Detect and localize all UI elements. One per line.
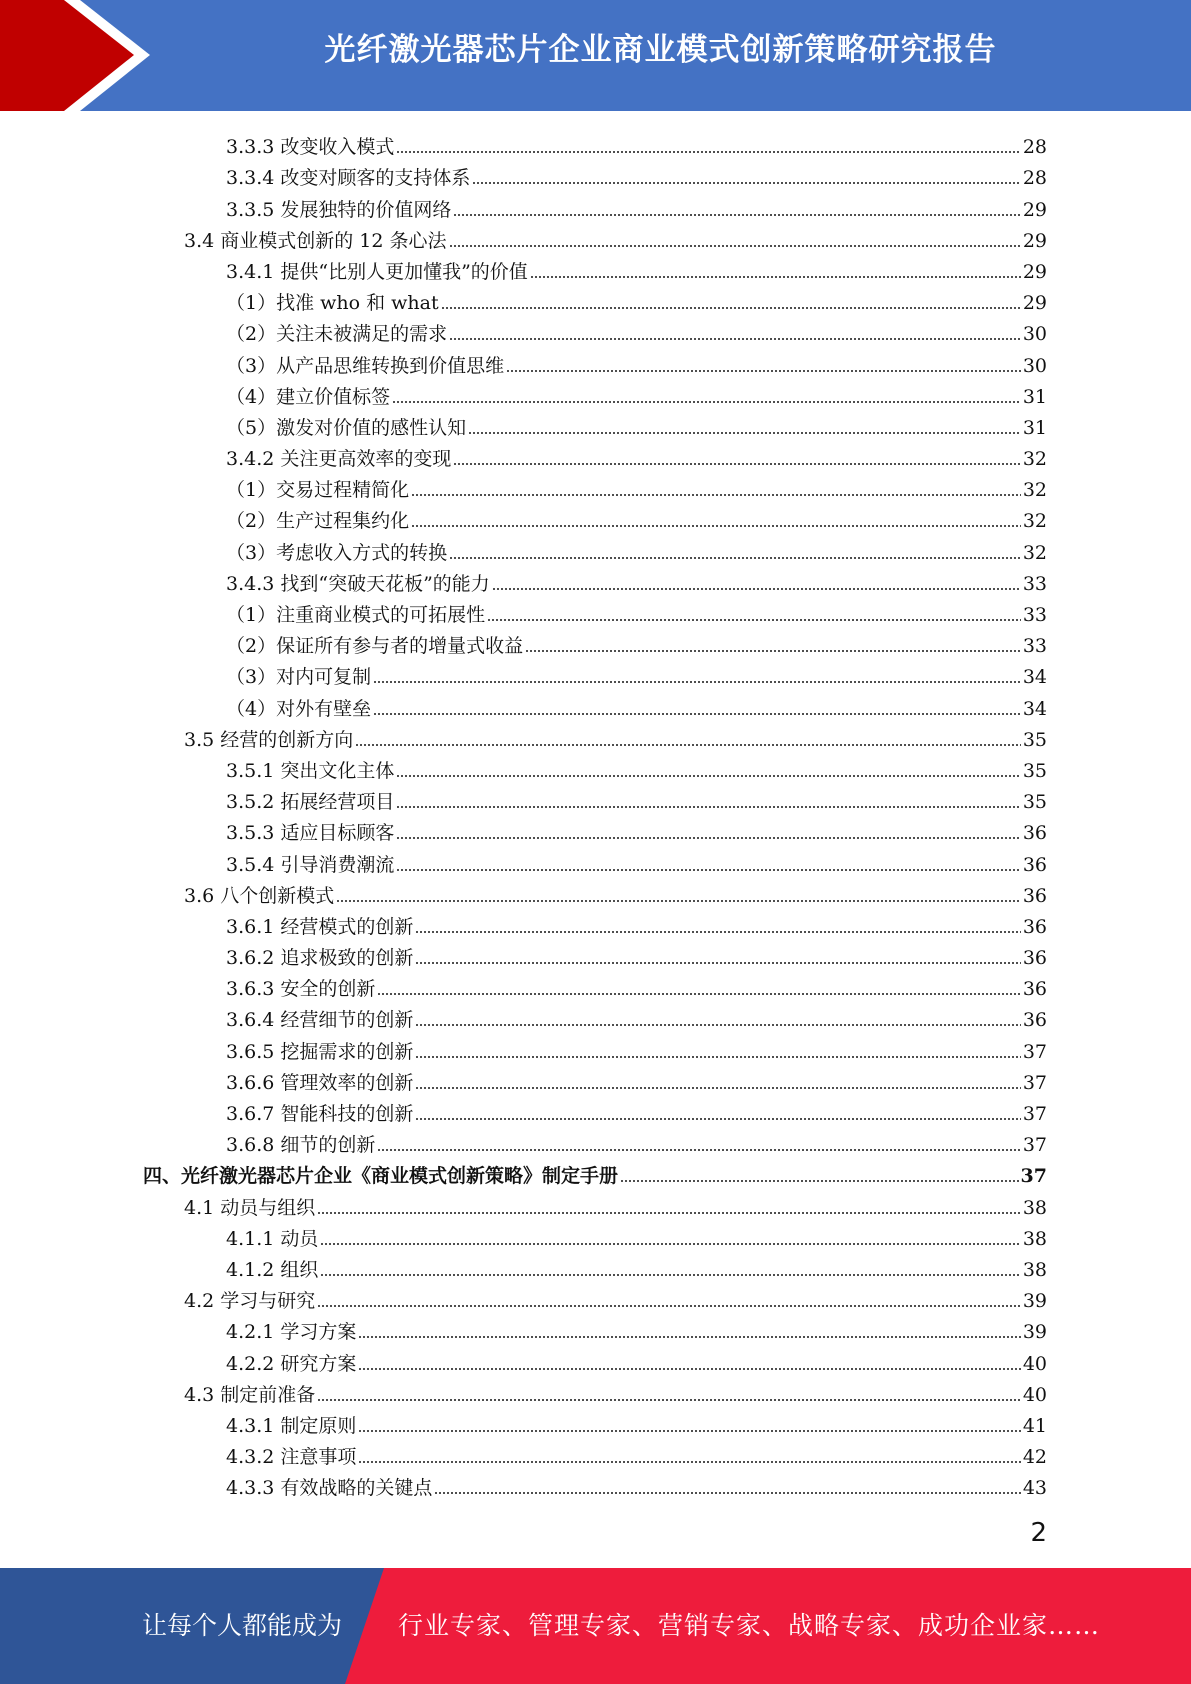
toc-entry-page: 36 [1022,947,1047,970]
toc-entry-label: （3）考虑收入方式的转换 [226,541,448,564]
toc-entry-label: 4.3 制定前准备 [184,1383,316,1406]
toc-entry-page: 29 [1022,260,1047,283]
toc-entry[interactable] [0,1031,1191,1062]
toc-entry[interactable] [0,657,1191,688]
toc-entry[interactable] [0,1000,1191,1031]
toc-entry[interactable] [0,408,1191,439]
toc-entry-page: 33 [1022,572,1047,595]
toc-entry[interactable] [0,127,1191,158]
toc-entry-page: 39 [1022,1321,1047,1344]
toc-entry-label: 4.2 学习与研究 [184,1290,316,1313]
toc-entry-page: 30 [1022,323,1047,346]
report-title: 光纤激光器芯片企业商业模式创新策略研究报告 [324,32,997,68]
toc-entry-label: 3.4 商业模式创新的 12 条心法 [184,229,447,252]
toc-entry-page: 29 [1022,229,1047,252]
toc-dot-leader [396,151,1020,153]
toc-entry-label: 4.2.2 研究方案 [226,1352,357,1375]
toc-entry-page: 34 [1022,697,1047,720]
toc-dot-leader [392,401,1021,403]
toc-entry[interactable] [0,314,1191,345]
toc-entry-label: 3.5.3 适应目标顾客 [226,822,395,845]
toc-dot-leader [355,744,1021,746]
toc-entry-page: 28 [1022,167,1047,190]
toc-entry-page: 38 [1022,1258,1047,1281]
toc-entry-page: 38 [1022,1196,1047,1219]
toc-entry-label: （3）从产品思维转换到价值思维 [226,354,505,377]
toc-entry-page: 31 [1022,385,1047,408]
toc-entry-page: 42 [1022,1446,1047,1469]
toc-entry[interactable] [0,283,1191,314]
header-arrow-decoration [0,0,160,111]
toc-dot-leader [449,245,1021,247]
toc-entry-label: 3.4.3 找到“突破天花板”的能力 [226,572,490,595]
toc-dot-leader [358,1368,1020,1370]
toc-dot-leader [320,1243,1020,1245]
toc-entry[interactable] [0,470,1191,501]
toc-dot-leader [434,1492,1020,1494]
toc-entry[interactable] [0,595,1191,626]
toc-entry[interactable] [0,1094,1191,1125]
toc-entry-label: 3.3.5 发展独特的价值网络 [226,198,452,221]
toc-entry[interactable] [0,938,1191,969]
toc-entry-page: 30 [1022,354,1047,377]
toc-dot-leader [506,370,1021,372]
toc-entry-label: 3.4.1 提供“比别人更加懂我”的价值 [226,260,528,283]
toc-entry-label: 3.5.4 引导消费潮流 [226,853,395,876]
toc-entry-page: 33 [1022,635,1047,658]
toc-dot-leader [415,1087,1020,1089]
toc-entry-label: 3.6.7 智能科技的创新 [226,1103,414,1125]
footer-slogan-right: 行业专家、管理专家、营销专家、战略专家、成功企业家…… [398,1611,1101,1640]
toc-dot-leader [525,650,1021,652]
toc-dot-leader [396,775,1020,777]
toc-entry[interactable] [0,1343,1191,1374]
toc-entry-label: （2）保证所有参与者的增量式收益 [226,635,524,658]
toc-entry-page: 40 [1022,1383,1047,1406]
toc-entry[interactable] [0,345,1191,376]
toc-entry-label: 4.3.3 有效战略的关键点 [226,1477,433,1500]
toc-entry-label: 3.6.2 追求极致的创新 [226,947,414,970]
toc-entry-label: 3.5.2 拓展经营项目 [226,791,395,814]
toc-dot-leader [449,557,1021,559]
toc-entry[interactable] [0,844,1191,875]
toc-entry-page: 37 [1020,1165,1047,1188]
toc-dot-leader [449,338,1021,340]
toc-dot-leader [487,619,1021,621]
toc-dot-leader [453,214,1020,216]
toc-entry-label: 3.6.5 挖掘需求的创新 [226,1040,414,1063]
toc-entry[interactable] [0,1312,1191,1343]
toc-entry-label: 3.5.1 突出文化主体 [226,759,395,782]
toc-entry-page: 33 [1022,604,1047,626]
toc-dot-leader [472,182,1020,184]
toc-entry-page: 35 [1022,728,1047,751]
toc-entry-page: 28 [1022,136,1047,159]
toc-entry-page: 43 [1022,1477,1047,1500]
page-number: 2 [1030,1518,1047,1548]
toc-entry-label: （2）生产过程集约化 [226,510,410,533]
toc-dot-leader [317,1399,1021,1401]
toc-entry-label: 四、光纤激光器芯片企业《商业模式创新策略》制定手册 [143,1165,619,1188]
toc-entry-page: 36 [1022,915,1047,938]
toc-entry[interactable] [0,501,1191,532]
toc-entry-page: 39 [1022,1290,1047,1313]
toc-entry[interactable] [0,969,1191,1000]
toc-dot-leader [415,962,1020,964]
toc-entry-page: 35 [1022,791,1047,814]
toc-entry-label: 3.6.8 细节的创新 [226,1134,376,1157]
toc-dot-leader [415,931,1020,933]
toc-entry-page: 29 [1022,292,1047,315]
toc-entry-label: 3.4.2 关注更高效率的变现 [226,448,452,471]
toc-entry[interactable] [0,1281,1191,1312]
toc-entry[interactable] [0,532,1191,563]
toc-entry[interactable] [0,221,1191,252]
toc-entry-label: 3.6.6 管理效率的创新 [226,1071,414,1094]
toc-entry-label: （5）激发对价值的感性认知 [226,416,467,439]
toc-entry-page: 35 [1022,759,1047,782]
toc-entry[interactable] [0,751,1191,782]
toc-entry-label: （1）交易过程精简化 [226,479,410,502]
toc-entry[interactable] [0,158,1191,189]
toc-entry-label: 4.3.2 注意事项 [226,1446,357,1469]
toc-entry-page: 32 [1022,479,1047,502]
toc-entry-label: 3.3.4 改变对顾客的支持体系 [226,167,471,190]
toc-entry[interactable] [0,907,1191,938]
toc-entry-page: 37 [1022,1040,1047,1063]
toc-dot-leader [441,307,1021,309]
toc-entry-page: 38 [1022,1227,1047,1250]
toc-entry[interactable] [0,1468,1191,1499]
toc-entry[interactable] [0,1437,1191,1468]
toc-entry-label: 4.1.1 动员 [226,1227,319,1250]
toc-entry[interactable] [0,564,1191,595]
toc-dot-leader [317,1212,1021,1214]
toc-dot-leader [492,588,1021,590]
toc-entry-label: 3.6.1 经营模式的创新 [226,915,414,938]
toc-entry-label: （4）建立价值标签 [226,385,391,408]
toc-entry[interactable] [0,439,1191,470]
toc-entry[interactable] [0,189,1191,220]
toc-dot-leader [453,463,1020,465]
toc-entry-page: 37 [1022,1103,1047,1125]
toc-entry-label: 4.3.1 制定原则 [226,1414,357,1437]
toc-dot-leader [373,713,1021,715]
toc-entry-page: 37 [1022,1071,1047,1094]
toc-dot-leader [377,993,1020,995]
toc-entry-label: （3）对内可复制 [226,666,372,689]
toc-entry-label: （2）关注未被满足的需求 [226,323,448,346]
toc-entry[interactable] [0,1187,1191,1218]
toc-entry-page: 36 [1022,853,1047,876]
toc-dot-leader [317,1305,1021,1307]
toc-entry[interactable] [0,1406,1191,1437]
toc-entry[interactable] [0,1063,1191,1094]
toc-entry-label: 3.6 八个创新模式 [184,884,335,907]
toc-entry-page: 36 [1022,822,1047,845]
toc-dot-leader [373,681,1021,683]
page-footer [0,1568,1191,1684]
toc-dot-leader [415,1024,1020,1026]
toc-entry-label: 3.6.4 经营细节的创新 [226,1009,414,1032]
toc-dot-leader [411,494,1021,496]
table-of-contents [0,127,1191,1499]
toc-dot-leader [411,525,1021,527]
toc-entry[interactable] [0,876,1191,907]
toc-dot-leader [377,1149,1020,1151]
toc-dot-leader [336,900,1021,902]
toc-dot-leader [358,1430,1020,1432]
toc-dot-leader [620,1180,1019,1182]
toc-entry[interactable] [0,782,1191,813]
toc-entry-page: 32 [1022,448,1047,471]
toc-entry-page: 37 [1022,1134,1047,1157]
toc-entry-page: 29 [1022,198,1047,221]
toc-dot-leader [358,1461,1020,1463]
toc-entry-label: （4）对外有壁垒 [226,697,372,720]
toc-dot-leader [320,1274,1020,1276]
toc-entry-label: 4.1 动员与组织 [184,1196,316,1219]
toc-entry[interactable] [0,377,1191,408]
toc-entry-page: 40 [1022,1352,1047,1375]
toc-dot-leader [415,1118,1020,1120]
toc-entry[interactable] [0,1219,1191,1250]
toc-dot-leader [358,1336,1020,1338]
toc-entry[interactable] [0,813,1191,844]
toc-entry[interactable] [0,1250,1191,1281]
toc-entry[interactable] [0,1375,1191,1406]
toc-entry[interactable] [0,626,1191,657]
toc-entry-page: 31 [1022,416,1047,439]
toc-entry-label: 4.1.2 组织 [226,1258,319,1281]
toc-entry-page: 36 [1022,978,1047,1001]
toc-dot-leader [396,806,1020,808]
toc-entry-label: （1）找准 who 和 what [226,292,439,315]
toc-entry-page: 36 [1022,884,1047,907]
toc-dot-leader [468,432,1021,434]
page-header [0,0,1191,111]
toc-entry[interactable] [0,252,1191,283]
toc-entry-label: 3.5 经营的创新方向 [184,728,354,751]
footer-slogan-left: 让每个人都能成为 [142,1611,343,1640]
toc-entry[interactable] [0,1156,1191,1187]
toc-entry-page: 41 [1022,1414,1047,1437]
toc-entry-label: 3.6.3 安全的创新 [226,978,376,1001]
toc-entry-page: 34 [1022,666,1047,689]
toc-dot-leader [415,1056,1020,1058]
toc-entry-page: 32 [1022,510,1047,533]
toc-entry[interactable] [0,1125,1191,1156]
toc-dot-leader [396,837,1020,839]
toc-entry-label: 4.2.1 学习方案 [226,1321,357,1344]
toc-entry[interactable] [0,720,1191,751]
toc-dot-leader [530,276,1021,278]
toc-entry-label: 3.3.3 改变收入模式 [226,136,395,159]
toc-entry-page: 32 [1022,541,1047,564]
toc-dot-leader [396,869,1020,871]
toc-entry-label: （1）注重商业模式的可拓展性 [226,604,486,626]
toc-entry-page: 36 [1022,1009,1047,1032]
toc-entry[interactable] [0,688,1191,719]
